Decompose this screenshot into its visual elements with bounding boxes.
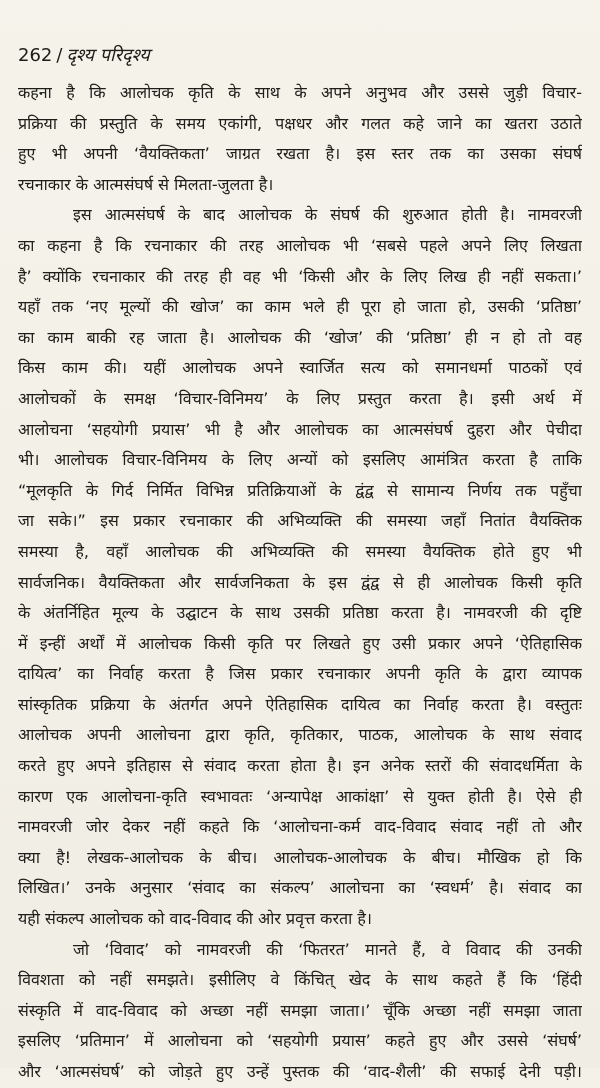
- text-line: है’ क्योंकि रचनाकार की तरह ही वह भी ‘किसी और के लिए लिख ही नहीं सकता।’: [18, 266, 582, 286]
- text-line: जो ‘विवाद’ को नामवरजी की ‘फितरत’ मानते हैं, वे विवाद की उनकी: [73, 939, 582, 959]
- text-line: भी। आलोचक विचार-विनिमय के लिए अन्यों को इसलिए आमंत्रित करता है ताकि: [18, 450, 582, 470]
- text-line: आलोचकों के समक्ष ‘विचार-विनिमय’ के लिए प्रस्तुत करता है। इसी अर्थ में: [18, 388, 582, 408]
- text-line: प्रक्रिया की प्रस्तुति के समय एकांगी, पक्षधर और गलत कहे जाने का खतरा उठाते: [18, 113, 582, 133]
- text-line: का कहना है कि रचनाकार की तरह आलोचक भी ‘सबसे पहले अपने लिए लिखता: [18, 235, 582, 255]
- text-line: यही संकल्प आलोचक को वाद-विवाद की ओर प्रवृत्त करता है।: [18, 909, 372, 929]
- text-line: समस्या है, वहाँ आलोचक की अभिव्यक्ति की समस्या वैयक्तिक होते हुए भी: [18, 541, 582, 561]
- running-header: [18, 42, 582, 70]
- text-line: सार्वजनिक। वैयक्तिकता और सार्वजनिकता के इस द्वंद्व से ही आलोचक किसी कृति: [18, 572, 582, 592]
- text-line: जा सके।” इस प्रकार रचनाकार की अभिव्यक्ति की समस्या जहाँ नितांत वैयक्तिक: [18, 511, 582, 531]
- text-line: लिखित।’ उनके अनुसार ‘संवाद का संकल्प’ आलोचना का ‘स्वधर्म’ है। संवाद का: [18, 878, 582, 898]
- text-line: रचनाकार के आत्मसंघर्ष से मिलता-जुलता है।: [18, 174, 274, 194]
- text-line: के अंतर्निहित मूल्य के उद्घाटन के साथ उसकी प्रतिष्ठा करता है। नामवरजी की दृष्टि: [18, 603, 582, 623]
- text-line: सांस्कृतिक प्रक्रिया के अंतर्गत अपने ऐतिहासिक दायित्व का निर्वाह करता है। वस्तुतः: [18, 694, 582, 714]
- text-line: कहना है कि आलोचक कृति के साथ के अपने अनुभव और उससे जुड़ी विचार-: [18, 83, 582, 102]
- page-text: [18, 78, 582, 1088]
- text-line: कारण एक आलोचना-कृति स्वभावतः ‘अन्यापेक्ष आकांक्षा’ से युक्त होती है। ऐसे ही: [18, 786, 582, 806]
- text-line: इसलिए ‘प्रतिमान’ में आलोचना को ‘सहयोगी प्रयास’ कहते हुए और उससे ‘संघर्ष’: [18, 1031, 582, 1051]
- text-line: आलोचना ‘सहयोगी प्रयास’ भी है और आलोचक का आत्मसंघर्ष दुहरा और पेचीदा: [18, 419, 582, 439]
- text-line: विवशता को नहीं समझते। इसीलिए वे किंचित् खेद के साथ कहते हैं कि ‘हिंदी: [18, 970, 582, 990]
- header-separator: /: [56, 45, 63, 66]
- text-line: किस काम की। यहीं आलोचक अपने स्वार्जित सत्य को समानधर्मा पाठकों एवं: [18, 358, 582, 378]
- text-line: क्या है! लेखक-आलोचक के बीच। आलोचक-आलोचक के बीच। मौखिक हो कि: [18, 847, 582, 867]
- text-line: संस्कृति में वाद-विवाद को अच्छा नहीं समझा जाता।’ चूँकि अच्छा नहीं समझा जाता: [18, 1000, 582, 1020]
- text-line: और ‘आत्मसंघर्ष’ को जोड़ते हुए उन्हें पुस्तक की ‘वाद-शैली’ की सफाई देनी पड़ी।: [18, 1062, 582, 1081]
- text-line: दायित्व’ का निर्वाह करता है जिस प्रकार रचनाकार अपनी कृति के द्वारा व्यापक: [18, 664, 582, 684]
- text-line: करते हुए अपने इतिहास से संवाद करता होता है। इन अनेक स्तरों की संवादधर्मिता के: [18, 756, 582, 776]
- text-line: का काम बाकी रह जाता है। आलोचक की ‘खोज’ की ‘प्रतिष्ठा’ ही न हो तो वह: [18, 327, 582, 347]
- text-line: आलोचक अपनी आलोचना द्वारा कृति, कृतिकार, पाठक, आलोचक के साथ संवाद: [18, 725, 582, 745]
- text-line: यहाँ तक ‘नए मूल्यों की खोज’ का काम भले ही पूरा हो जाता हो, उसकी ‘प्रतिष्ठा’: [18, 297, 582, 317]
- book-title: दृश्य परिदृश्य: [66, 45, 150, 66]
- text-line: में इन्हीं अर्थों में आलोचक किसी कृति पर लिखते हुए उसी प्रकार अपने ‘ऐतिहासिक: [18, 633, 582, 653]
- page-number: 262: [18, 45, 53, 66]
- text-line: इस आत्मसंघर्ष के बाद आलोचक के संघर्ष की शुरुआत होती है। नामवरजी: [73, 205, 582, 225]
- text-line: “मूलकृति के गिर्द निर्मित विभिन्न प्रतिक्रियाओं के द्वंद्व से सामान्य निर्णय तक पहुँचा: [18, 480, 582, 500]
- text-line: नामवरजी जोर देकर नहीं कहते कि ‘आलोचना-कर्म वाद-विवाद संवाद नहीं तो और: [18, 817, 582, 837]
- text-line: हुए भी अपनी ‘वैयक्तिकता’ जाग्रत रखता है। इस स्तर तक का उसका संघर्ष: [18, 144, 582, 164]
